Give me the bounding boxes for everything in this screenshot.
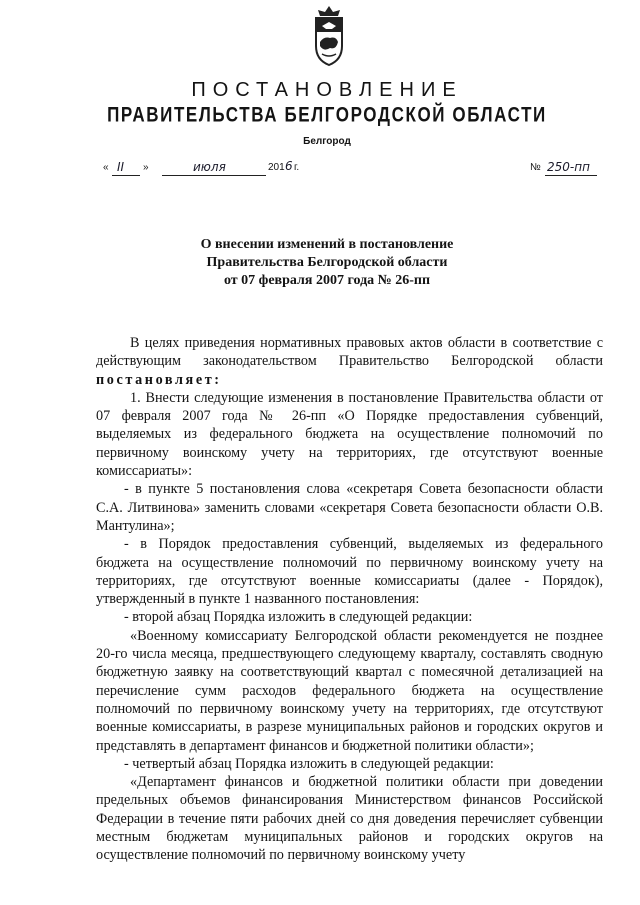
city-label: Белгород (303, 136, 351, 147)
document-type-title: ПОСТАНОВЛЕНИЕ (191, 79, 463, 101)
preamble-text: В целях приведения нормативных правовых актов области в соответствие с действующим законодательством Правительство Белгородской области (96, 335, 603, 370)
date-close-quote: » (143, 162, 149, 173)
second-paragraph-intro: - второй абзац Порядка изложить в следующей редакции: (124, 609, 473, 626)
date-year: 201 (268, 162, 285, 173)
date-open-quote: « (103, 162, 109, 173)
date-year-digit: 6 (285, 159, 293, 173)
resolves-word: постановляет: (96, 371, 222, 388)
preamble-paragraph (96, 334, 603, 389)
date-number-line (100, 159, 600, 182)
coat-of-arms-icon (300, 2, 358, 68)
date-year-suffix: г. (294, 162, 300, 173)
second-paragraph-new-text: «Военному комиссариату Белгородской области рекомендуется не позднее 20-го числа месяца, предшествующего следующему кварталу, составлять сводную бюджетную заявку на соответствующий квартал с помесячной детализацией на перечисление сумм расходов федерального бюджета на осуществление полномочий по первичному воинскому учету на территориях, где отсутствуют военные комиссариаты, в разрезе муниципальных районов и городских округов и представлять в департамент финансов и бюджетной политики области»; (96, 627, 603, 754)
procedure-amendment-paragraph: - в Порядок предоставления субвенций, выделяемых из федерального бюджета на осуществление полномочий по первичному воинскому учету на территориях, где отсутствуют военные комиссариаты (далее - Порядок), утвержденный в пункте 1 названного постановления: (96, 536, 603, 608)
document-number: 250-пп (547, 160, 590, 174)
subject-line-3: от 07 февраля 2007 года № 26-пп (223, 273, 431, 288)
month-underline (162, 175, 266, 176)
date-day: II (117, 160, 125, 174)
fourth-paragraph-new-text: «Департамент финансов и бюджетной политики области при доведении предельных объемов финансирования Министерством финансов Российской Федерации в течение пяти рабочих дней со дня доведения перечисляет субвенции местным бюджетам муниципальных районов и городских округов на осуществление полномочий по первичному воинскому учету (96, 774, 603, 864)
day-underline (112, 175, 140, 176)
fourth-paragraph-intro: - четвертый абзац Порядка изложить в следующей редакции: (124, 755, 494, 772)
number-underline (545, 175, 597, 176)
date-month: июля (193, 160, 226, 174)
subject-line-1: О внесении изменений в постановление (200, 237, 454, 252)
document-body (96, 334, 603, 865)
subject-line-2: Правительства Белгородской области (206, 255, 448, 270)
item-1-paragraph: 1. Внести следующие изменения в постановление Правительства области от 07 февраля 2007 года № 26-пп «О Порядке предоставления субвенций, выделяемых из федерального бюджета на осуществление полномочий по первичному воинскому учету на территориях, где отсутствуют военные комиссариаты»: (96, 389, 603, 480)
number-label: № (530, 162, 541, 173)
amendment-point-5-paragraph: - в пункте 5 постановления слова «секретаря Совета безопасности области С.А. Литвинова» заменить словами «секретаря Совета безопасности области О.В. Мантулина»; (96, 481, 603, 534)
issuer-title: ПРАВИТЕЛЬСТВА БЕЛГОРОДСКОЙ ОБЛАСТИ (107, 102, 547, 127)
document-subject (0, 236, 640, 290)
